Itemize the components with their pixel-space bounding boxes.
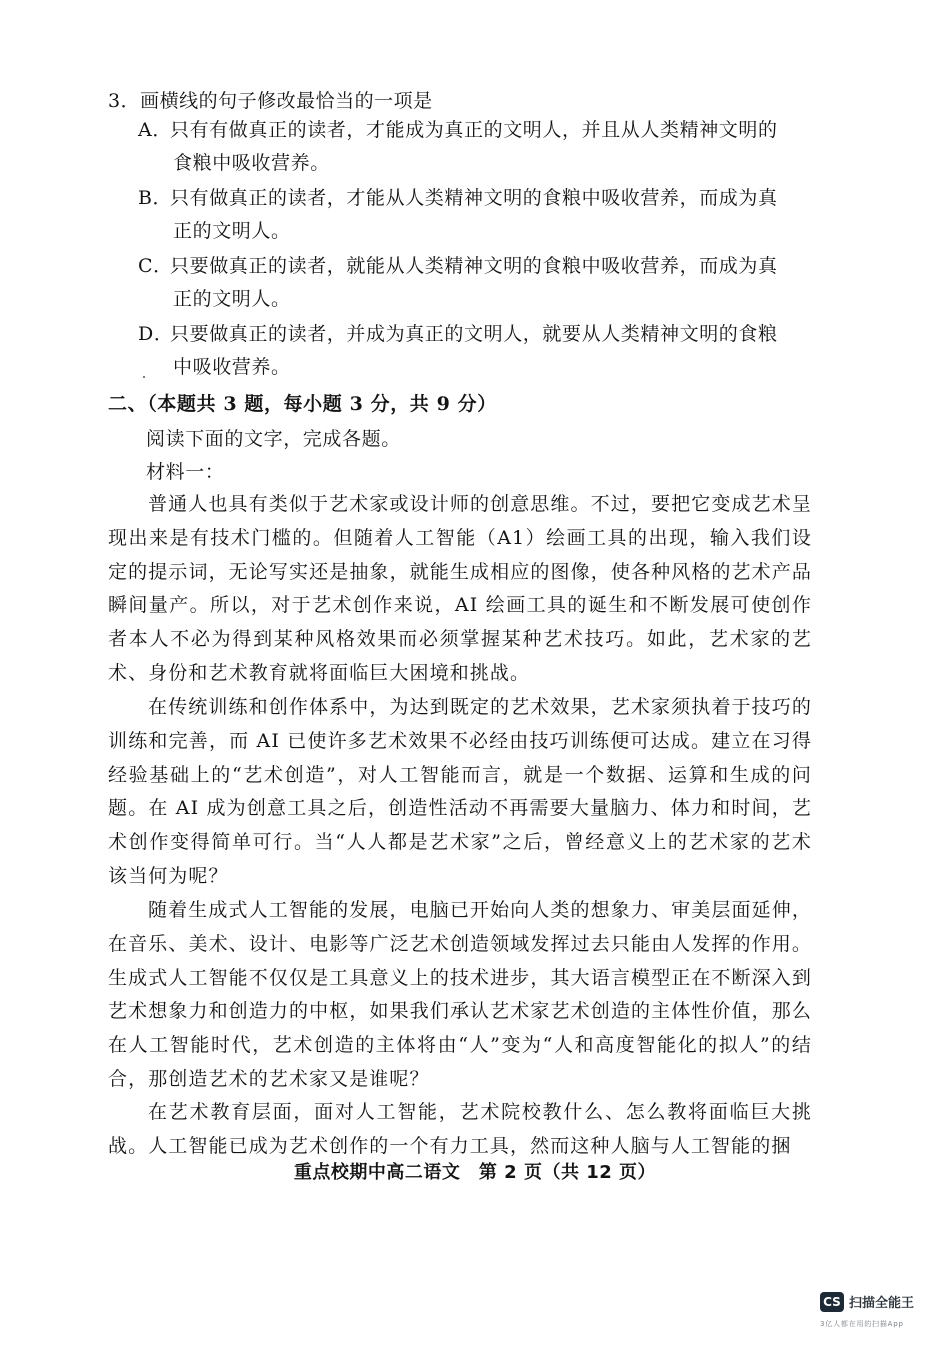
option-a [138, 114, 828, 180]
passage-paragraph-1: 普通人也具有类似于艺术家或设计师的创意思维。不过，要把它变成艺术呈现出来是有技术门槛的。但随着人工智能（A1）绘画工具的出现，输入我们设定的提示词，无论写实还是抽象，就能生成相应的图像，使各种风格的艺术产品瞬间量产。所以，对于艺术创作来说，AI 绘画工具的诞生和不断发展可使创作者本人不必为得到某种风格效果而必须掌握某种艺术技巧。如此，艺术家的艺术、身份和艺术教育就将面临巨大困境和挑战。 [108, 493, 812, 684]
material-1-label: 材料一： [146, 461, 225, 483]
passage-paragraph-3: 随着生成式人工智能的发展，电脑已开始向人类的想象力、审美层面延伸，在音乐、美术、设计、电影等广泛艺术创造领域发挥过去只能由人发挥的作用。生成式人工智能不仅仅是工具意义上的技术进步，其大语言模型正在不断深入到艺术想象力和创造力的中枢，如果我们承认艺术家艺术创造的主体性价值，那么在人工智能时代，艺术创造的主体将由“人”变为“人和高度智能化的拟人”的结合，那创造艺术的艺术家又是谁呢？ [108, 899, 812, 1090]
option-a-text-line1: 只有有做真正的读者，才能成为真正的文明人，并且从人类精神文明的 [170, 119, 778, 141]
option-b-letter: B． [138, 187, 173, 209]
watermark-tagline: 3亿人都在用的扫描App [820, 1320, 904, 1328]
watermark-app-name: 扫描全能王 [849, 1296, 915, 1311]
page-footer: 重点校期中高二语文 第 2 页（共 12 页） [293, 1162, 657, 1183]
scanner-watermark [818, 1290, 938, 1336]
option-d-text-line1: 只要做真正的读者，并成为真正的文明人，就要从人类精神文明的食粮 [170, 323, 778, 345]
camscanner-logo-icon: CS [820, 1292, 844, 1312]
option-d-letter: D． [138, 323, 174, 345]
option-b [138, 182, 828, 248]
section-2-instruction: 阅读下面的文字，完成各题。 [146, 428, 401, 450]
option-d-text-line2: 中吸收营养。 [173, 356, 291, 378]
option-c-text-line1: 只要做真正的读者，就能从人类精神文明的食粮中吸收营养，而成为真 [170, 255, 778, 277]
question-3-stem: 3．画横线的句子修改最恰当的一项是 [108, 90, 433, 112]
option-c-letter: C． [138, 255, 173, 277]
option-d [138, 318, 828, 384]
passage-paragraph-4: 在艺术教育层面，面对人工智能，艺术院校教什么、怎么教将面临巨大挑战。人工智能已成为艺术创作的一个有力工具，然而这种人脑与人工智能的捆 [108, 1101, 812, 1157]
option-c-text-line2: 正的文明人。 [173, 288, 291, 310]
section-2-heading: 二、（本题共 3 题，每小题 3 分，共 9 分） [108, 393, 497, 415]
option-a-letter: A． [138, 119, 172, 141]
passage-paragraph-2: 在传统训练和创作体系中，为达到既定的艺术效果，艺术家须执着于技巧的训练和完善，而 AI 已使许多艺术效果不必经由技巧训练便可达成。建立在习得经验基础上的“艺术创造”，对人工智能而言，就是一个数据、运算和生成的问题。在 AI 成为创意工具之后，创造性活动不再需要大量脑力、体力和时间，艺术创作变得简单可行。当“人人都是艺术家”之后，曾经意义上的艺术家的艺术该当何为呢？ [108, 696, 812, 887]
option-a-text-line2: 食粮中吸收营养。 [173, 152, 330, 174]
option-c [138, 250, 828, 316]
option-b-text-line2: 正的文明人。 [173, 220, 291, 242]
scan-speck [143, 376, 145, 378]
option-b-text-line1: 只有做真正的读者，才能从人类精神文明的食粮中吸收营养，而成为真 [170, 187, 778, 209]
